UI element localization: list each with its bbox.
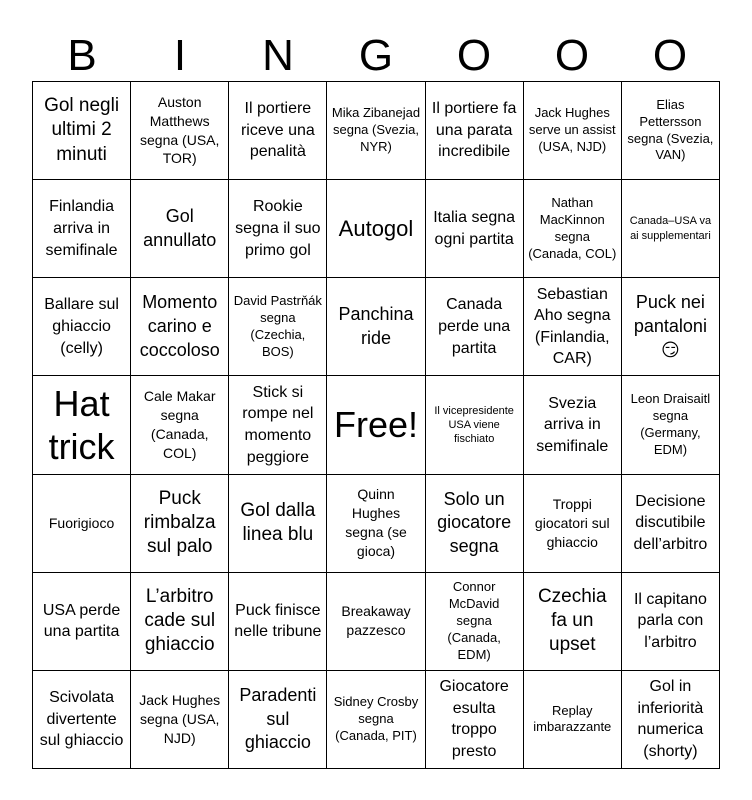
bingo-cell[interactable]: Czechia fa un upset <box>524 573 622 671</box>
bingo-cell[interactable]: Quinn Hughes segna (se gioca) <box>327 475 425 573</box>
bingo-cell[interactable]: Hat trick <box>33 376 131 474</box>
bingo-cell[interactable]: Jack Hughes segna (USA, NJD) <box>131 671 229 769</box>
bingo-cell[interactable]: Breakaway pazzesco <box>327 573 425 671</box>
bingo-cell[interactable]: Fuorigioco <box>33 475 131 573</box>
header-letter-o-1: O <box>456 31 492 80</box>
bingo-cell[interactable]: Finlandia arriva in semifinale <box>33 180 131 278</box>
bingo-cell[interactable]: Svezia arriva in semifinale <box>524 376 622 474</box>
bingo-cell[interactable]: Leon Draisaitl segna (Germany, EDM) <box>622 376 720 474</box>
bingo-cell[interactable]: Momento carino e coccoloso <box>131 278 229 376</box>
header-letter-n: N <box>262 31 294 80</box>
bingo-cell[interactable]: Auston Matthews segna (USA, TOR) <box>131 82 229 180</box>
bingo-cell[interactable]: Mika Zibanejad segna (Svezia, NYR) <box>327 82 425 180</box>
bingo-cell[interactable]: Decisione discutibile dell’arbitro <box>622 475 720 573</box>
bingo-cell[interactable]: Cale Makar segna (Canada, COL) <box>131 376 229 474</box>
bingo-cell[interactable]: Italia segna ogni partita <box>426 180 524 278</box>
bingo-cell[interactable]: David Pastrňák segna (Czechia, BOS) <box>229 278 327 376</box>
header-letter-b: B <box>67 31 97 80</box>
bingo-cell[interactable]: Gol dalla linea blu <box>229 475 327 573</box>
header-letter-o-2: O <box>554 31 590 80</box>
bingo-cell[interactable]: Elias Pettersson segna (Svezia, VAN) <box>622 82 720 180</box>
bingo-cell[interactable]: Il vicepresidente USA viene fischiato <box>426 376 524 474</box>
bingo-cell[interactable]: Rookie segna il suo primo gol <box>229 180 327 278</box>
bingo-cell[interactable]: Panchina ride <box>327 278 425 376</box>
bingo-cell[interactable]: Puck nei pantaloni 😏 <box>622 278 720 376</box>
header-letter-o-3: O <box>652 31 688 80</box>
bingo-cell[interactable]: Replay imbarazzante <box>524 671 622 769</box>
bingo-cell[interactable]: Canada perde una partita <box>426 278 524 376</box>
free-cell[interactable]: Free! <box>327 376 425 474</box>
bingo-cell[interactable]: Giocatore esulta troppo presto <box>426 671 524 769</box>
bingo-cell[interactable]: Sidney Crosby segna (Canada, PIT) <box>327 671 425 769</box>
header-letter-g: G <box>358 31 394 80</box>
bingo-cell[interactable]: Solo un giocatore segna <box>426 475 524 573</box>
bingo-cell[interactable]: L’arbitro cade sul ghiaccio <box>131 573 229 671</box>
bingo-cell[interactable]: Gol in inferiorità numerica (shorty) <box>622 671 720 769</box>
bingo-cell[interactable]: Autogol <box>327 180 425 278</box>
bingo-cell[interactable]: Gol negli ultimi 2 minuti <box>33 82 131 180</box>
bingo-cell[interactable]: Jack Hughes serve un assist (USA, NJD) <box>524 82 622 180</box>
bingo-header <box>33 30 719 82</box>
bingo-cell[interactable]: Troppi giocatori sul ghiaccio <box>524 475 622 573</box>
bingo-cell[interactable]: Paradenti sul ghiaccio <box>229 671 327 769</box>
bingo-cell[interactable]: Puck finisce nelle tribune <box>229 573 327 671</box>
bingo-cell[interactable]: Il capitano parla con l’arbitro <box>622 573 720 671</box>
bingo-cell[interactable]: Canada–USA va ai supplementari <box>622 180 720 278</box>
bingo-cell[interactable]: USA perde una partita <box>33 573 131 671</box>
bingo-cell[interactable]: Puck rimbalza sul palo <box>131 475 229 573</box>
bingo-cell[interactable]: Nathan MacKinnon segna (Canada, COL) <box>524 180 622 278</box>
header-letter-i: I <box>173 31 187 80</box>
bingo-cell[interactable]: Il portiere riceve una penalità <box>229 82 327 180</box>
bingo-cell[interactable]: Scivolata divertente sul ghiaccio <box>33 671 131 769</box>
bingo-cell[interactable]: Stick si rompe nel momento peggiore <box>229 376 327 474</box>
bingo-cell[interactable]: Il portiere fa una parata incredibile <box>426 82 524 180</box>
bingo-cell[interactable]: Ballare sul ghiaccio (celly) <box>33 278 131 376</box>
bingo-cell[interactable]: Connor McDavid segna (Canada, EDM) <box>426 573 524 671</box>
bingo-cell[interactable]: Sebastian Aho segna (Finlandia, CAR) <box>524 278 622 376</box>
bingo-cell[interactable]: Gol annullato <box>131 180 229 278</box>
bingo-board <box>32 81 720 769</box>
